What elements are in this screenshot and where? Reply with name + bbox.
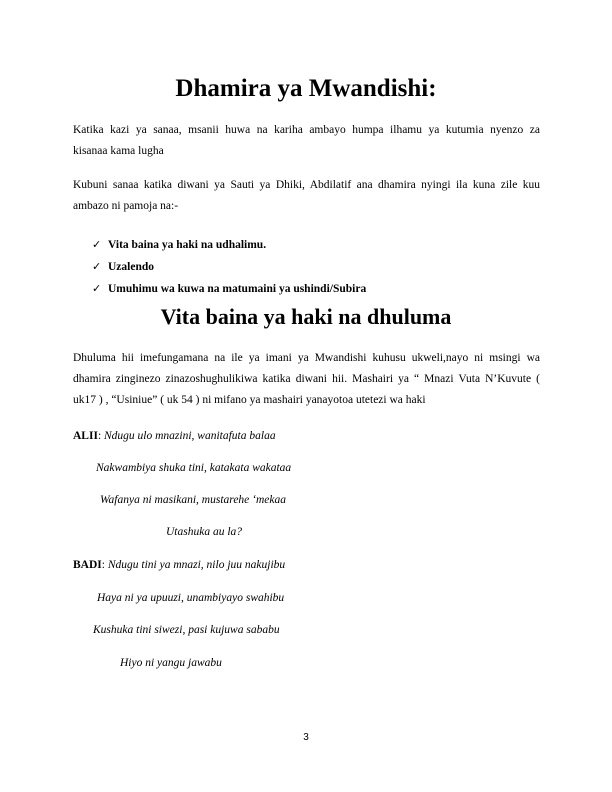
page-title: Dhamira ya Mwandishi: (175, 75, 437, 102)
verse-text: Ndugu tini ya mnazi, nilo juu nakujibu (107, 559, 286, 571)
list-item (92, 234, 366, 256)
section-line-2: dhamira zinginezo zinazoshughulikiwa katika diwani hii. Mashairi ya “ Mnazi Vuta N’Kuvute ( (73, 373, 540, 385)
intro-line-2: kisanaa kama lugha (73, 145, 164, 157)
poem-line: Hiyo ni yangu jawabu (120, 657, 222, 669)
poem-line: Haya ni ya upuuzi, unambiyayo swahibu (97, 592, 285, 604)
intro-line-1: Katika kazi ya sanaa, msanii huwa na kariha ambayo humpa ilhamu ya kutumia nyenzo za (73, 124, 540, 136)
section-line-1: Dhuluma hii imefungamana na ile ya imani ya Mwandishi kuhusu ukweli,nayo ni msingi wa (73, 352, 540, 364)
list-item (92, 256, 366, 278)
themes-intro-line-2: ambazo ni pamoja na:- (73, 200, 179, 212)
themes-intro-line-1: Kubuni sanaa katika diwani ya Sauti ya Dhiki, Abdilatif ana dhamira nyingi ila kuna zile kuu (73, 179, 540, 191)
poem-line: Utashuka au la? (166, 526, 243, 538)
theme-label: Vita baina ya haki na udhalimu. (108, 239, 267, 251)
verse-text: Ndugu ulo mnazini, wanitafuta balaa (104, 430, 276, 442)
poem-line: Wafanya ni masikani, mustarehe ‘mekaa (100, 494, 286, 506)
section-paragraph (73, 348, 540, 411)
poem-line: Kushuka tini siwezi, pasi kujuwa sababu (93, 624, 280, 636)
check-icon: ✓ (92, 282, 102, 295)
theme-label: Uzalendo (108, 261, 154, 273)
section-title: Vita baina ya haki na dhuluma (160, 304, 452, 329)
list-item (92, 278, 366, 300)
check-icon: ✓ (92, 260, 102, 273)
intro-paragraph (73, 120, 540, 162)
page-number: 3 (303, 732, 309, 743)
speaker-label: BADI (73, 559, 102, 571)
themes-intro-paragraph (73, 175, 540, 217)
themes-list (92, 234, 366, 300)
poem-line: ALII: Ndugu ulo mnazini, wanitafuta balaa (73, 430, 276, 442)
theme-label: Umuhimu wa kuwa na matumaini ya ushindi/Subira (108, 283, 367, 295)
poem-line: BADI: Ndugu tini ya mnazi, nilo juu nakujibu (73, 559, 286, 571)
poem-line: Nakwambiya shuka tini, katakata wakataa (96, 462, 292, 474)
section-line-3: uk17 ) , “Usiniue” ( uk 54 ) ni mifano ya mashairi yanayotoa utetezi wa haki (73, 394, 426, 406)
check-icon: ✓ (92, 238, 102, 251)
speaker-label: ALII (73, 430, 98, 442)
